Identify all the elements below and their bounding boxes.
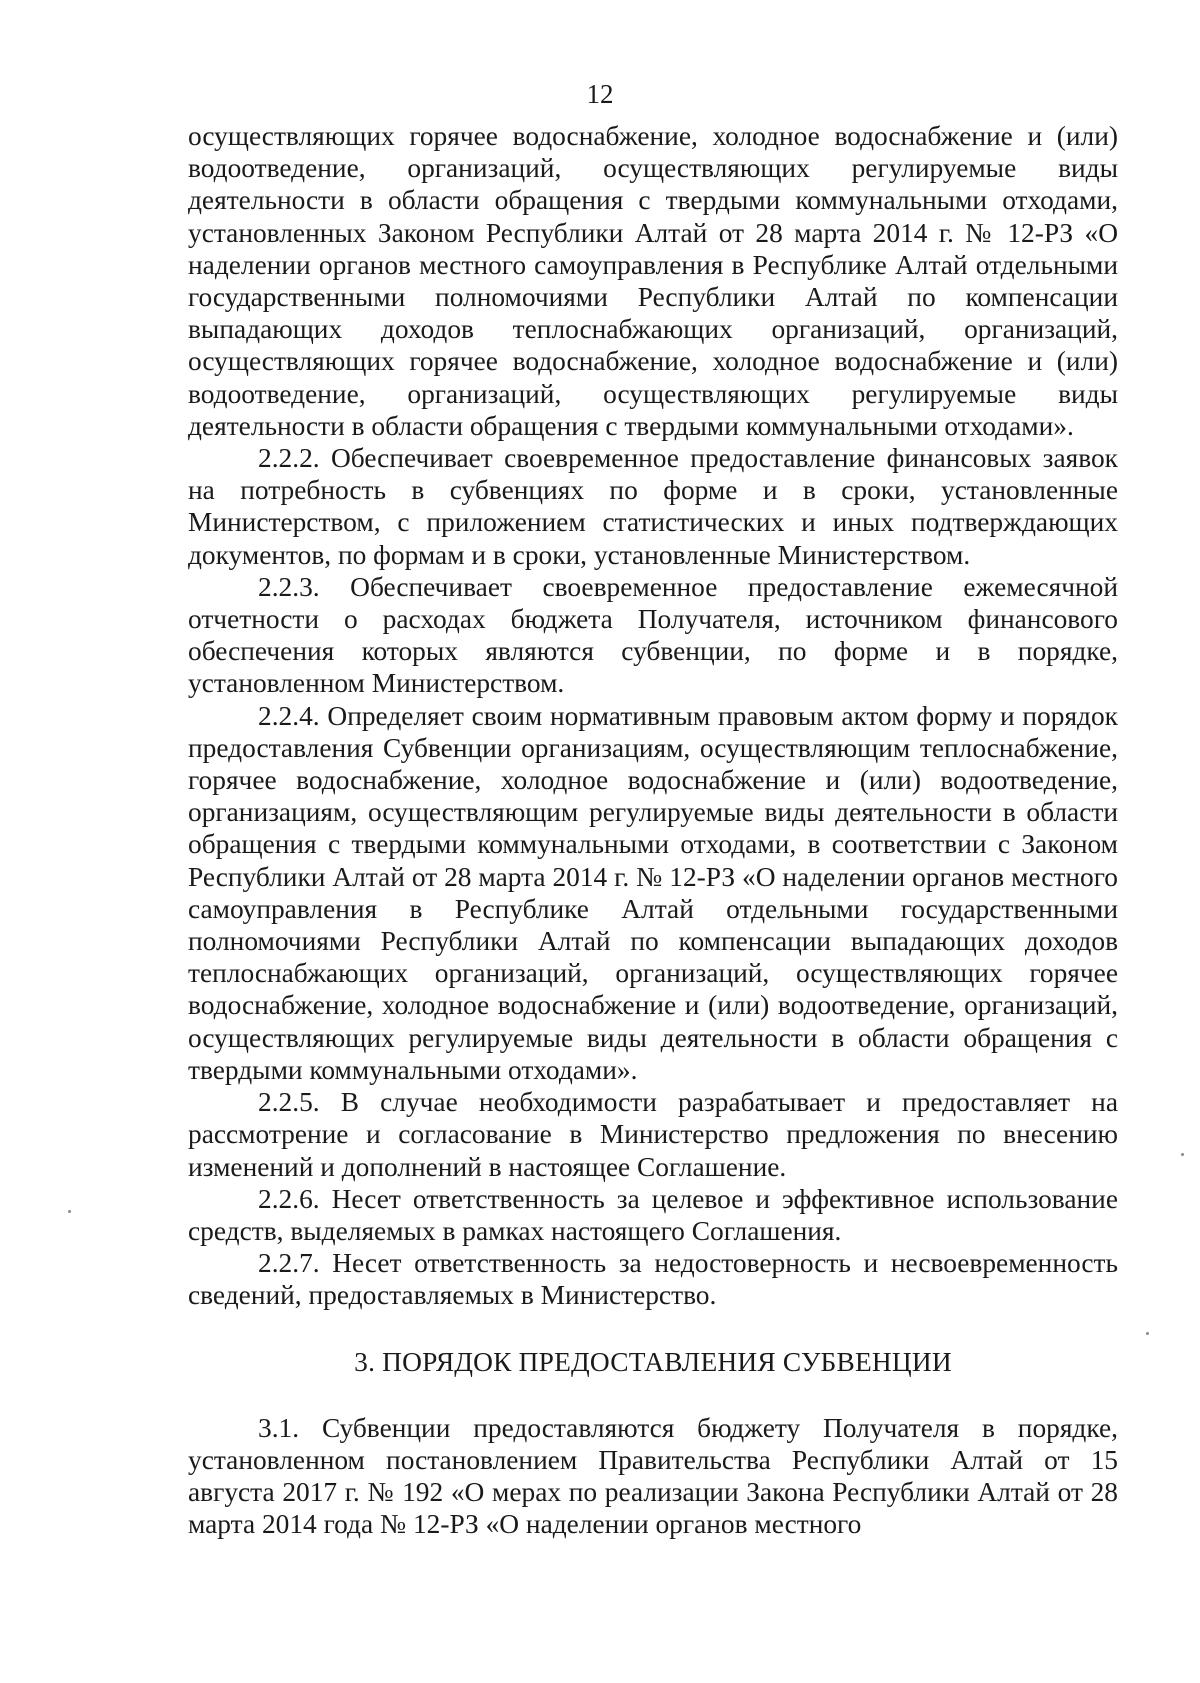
paragraph-2-2-7: 2.2.7. Несет ответственность за недостоверность и несвоевременность сведений, предоставляемых в Министерство. xyxy=(188,1248,1118,1311)
scan-artifact xyxy=(1146,1332,1149,1335)
paragraph-2-2-2: 2.2.2. Обеспечивает своевременное предоставление финансовых заявок на потребность в субвенциях по форме и в сроки, установленные Министерством, с приложением статистических и иных подтверждающих документов, по формам и в сроки, установленные Министерством. xyxy=(188,443,1118,570)
paragraph-continuation: осуществляющих горячее водоснабжение, холодное водоснабжение и (или) водоотведение, организаций, осуществляющих регулируемые виды деятельности в области обращения с твердыми коммунальными отходами, установленных Законом Республики Алтай от 28 марта 2014 г. № 12-РЗ «О наделении органов местного самоуправления в Республике Алтай отдельными государственными полномочиями Республики Алтай по компенсации выпадающих доходов теплоснабжающих организаций, организаций, осуществляющих горячее водоснабжение, холодное водоснабжение и (или) водоотведение, организаций, осуществляющих регулируемые виды деятельности в области обращения с твердыми коммунальными отходами». xyxy=(188,121,1118,441)
paragraph-2-2-5: 2.2.5. В случае необходимости разрабатывает и предоставляет на рассмотрение и согласование в Министерство предложения по внесению изменений и дополнений в настоящее Соглашение. xyxy=(188,1087,1118,1182)
paragraph-2-2-3: 2.2.3. Обеспечивает своевременное предоставление ежемесячной отчетности о расходах бюджета Получателя, источником финансового обеспечения которых являются субвенции, по форме и в порядке, установленном Министерством. xyxy=(188,571,1118,699)
scan-artifact xyxy=(68,1210,71,1213)
paragraph-3-1: 3.1. Субвенции предоставляются бюджету Получателя в порядке, установленном постановлением Правительства Республики Алтай от 15 августа 2017 г. № 192 «О мерах по реализации Закона Республики Алтай от 28 марта 2014 года № 12-РЗ «О наделении органов местного xyxy=(188,1412,1118,1540)
page-number: 12 xyxy=(586,79,614,109)
paragraph-2-2-4: 2.2.4. Определяет своим нормативным правовым актом форму и порядок предоставления Субвенции организациям, осуществляющим теплоснабжение, горячее водоснабжение, холодное водоснабжение и (или) водоотведение, организациям, осуществляющим регулируемые виды деятельности в области обращения с твердыми коммунальными отходами, в соответствии с Законом Республики Алтай от 28 марта 2014 г. № 12-РЗ «О наделении органов местного самоуправления в Республике Алтай отдельными государственными полномочиями Республики Алтай по компенсации выпадающих доходов теплоснабжающих организаций, организаций, осуществляющих горячее водоснабжение, холодное водоснабжение и (или) водоотведение, организаций, осуществляющих регулируемые виды деятельности в области обращения с твердыми коммунальными отходами». xyxy=(188,700,1118,1085)
section-heading: 3. ПОРЯДОК ПРЕДОСТАВЛЕНИЯ СУБВЕНЦИИ xyxy=(354,1346,952,1377)
paragraph-2-2-6: 2.2.6. Несет ответственность за целевое и эффективное использование средств, выделяемых в рамках настоящего Соглашения. xyxy=(188,1183,1118,1246)
document-body xyxy=(188,120,1118,1540)
scan-artifact xyxy=(1181,1153,1184,1156)
